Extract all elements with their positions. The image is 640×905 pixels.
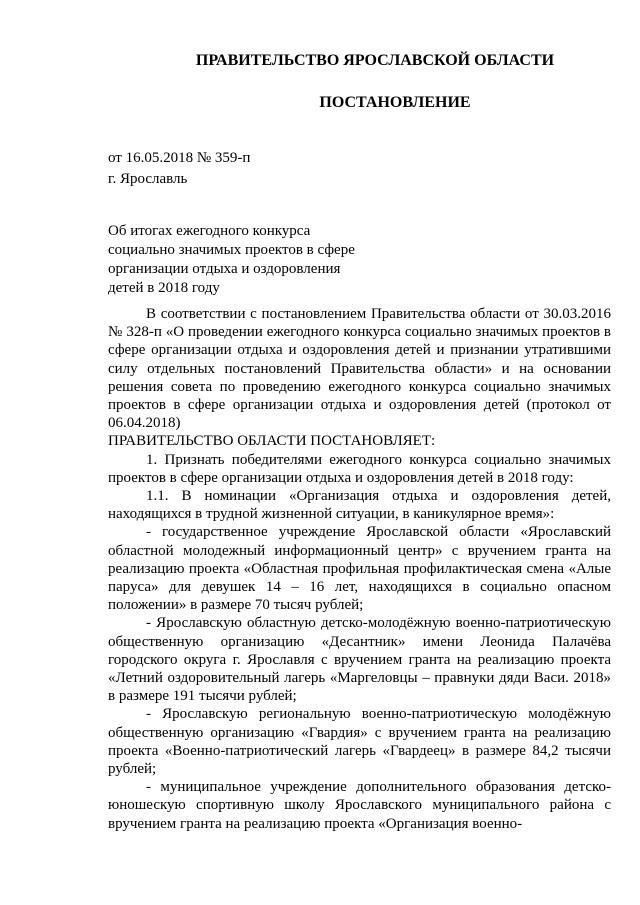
- list-item: - муниципальное учреждение дополнительного образования детско-юношескую спортивную школу Ярославского муниципального района с вручением гранта на реализацию проекта «Организация военно-: [108, 779, 611, 832]
- resolves-heading: ПРАВИТЕЛЬСТВО ОБЛАСТИ ПОСТАНОВЛЯЕТ:: [108, 433, 436, 450]
- clause-1: 1. Признать победителями ежегодного конкурса социально значимых проектов в сфере организации отдыха и оздоровления детей в 2018 году:: [108, 451, 611, 486]
- subject-heading: Об итогах ежегодного конкурса социально значимых проектов в сфере организации отдыха и оздоровления детей в 2018 году: [108, 223, 355, 296]
- preamble-paragraph: В соответствии с постановлением Правительства области от 30.03.2016 № 328-п «О проведении ежегодного конкурса социально значимых проектов в сфере организации отдыха и оздоровления детей и признании утратившими силу отдельных постановлений Правительства области» и на основании решения совета по проведению ежегодного конкурса социально значимых проектов в сфере организации отдыха и оздоровления детей (протокол от 06.04.2018): [108, 306, 611, 432]
- clause-1-1: 1.1. В номинации «Организация отдыха и оздоровления детей, находящихся в трудной жизненной ситуации, в каникулярное время»:: [108, 488, 611, 523]
- list-item: - государственное учреждение Ярославской области «Ярославский областной молодежный информационный центр» с вручением гранта на реализацию проекта «Областная профильная профилактическая смена «Алые паруса» для девушек 14 – 16 лет, находящихся в социально опасном положении» в размере 70 тысяч рублей;: [108, 524, 611, 614]
- list-item: - Ярославскую региональную военно-патриотическую молодёжную общественную организацию «Гвардия» с вручением гранта на реализацию проекта «Военно-патриотический лагерь «Гвардеец» в размере 84,2 тысячи рублей;: [108, 706, 611, 778]
- city: г. Ярославль: [108, 171, 188, 187]
- org-title: ПРАВИТЕЛЬСТВО ЯРОСЛАВСКОЙ ОБЛАСТИ: [195, 52, 555, 69]
- document-type-title: ПОСТАНОВЛЕНИЕ: [319, 94, 471, 111]
- date-number: от 16.05.2018 № 359-п: [108, 150, 251, 166]
- list-item: - Ярославскую областную детско-молодёжную военно-патриотическую общественную организацию «Десантник» имени Леонида Палачёва городского округа г. Ярославля с вручением гранта на реализацию проекта «Летний оздоровительный лагерь «Маргеловцы – правнуки дяди Васи. 2018» в размере 191 тысячи рублей;: [108, 615, 611, 705]
- document-body: [108, 305, 611, 833]
